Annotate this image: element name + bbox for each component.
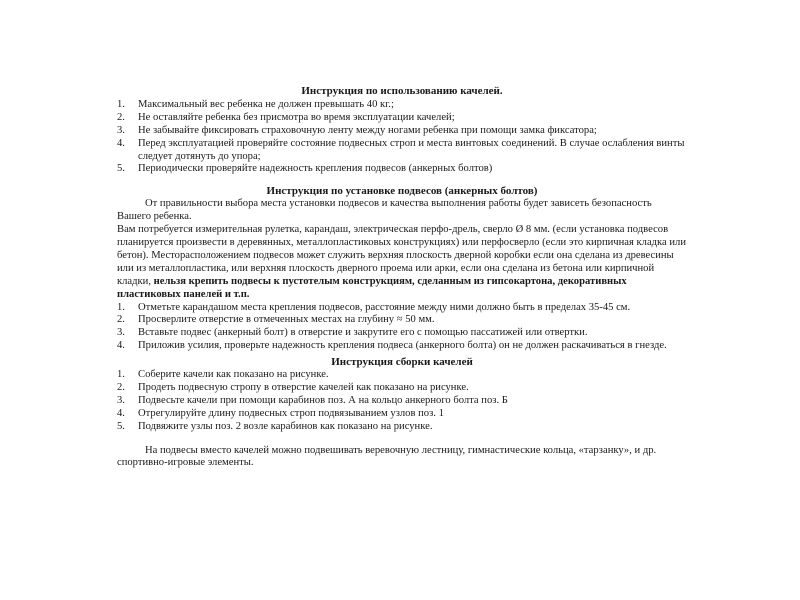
list-item <box>117 369 687 382</box>
list-item-text: Не оставляйте ребенка без присмотра во время эксплуатации качелей; <box>138 111 455 123</box>
assembly-list <box>117 369 687 434</box>
list-item-text: Просверлите отверстие в отмеченных местах на глубину ≈ 50 мм. <box>138 314 435 326</box>
installation-intro: От правильности выбора места установки подвесов и качества выполнения работы будет зависеть безопасность Вашего ребенка. <box>117 198 652 223</box>
list-item-text: Продеть подвесную стропу в отверстие качелей как показано на рисунке. <box>138 381 469 393</box>
list-item-text: Подвесьте качели при помощи карабинов поз. А на кольцо анкерного болта поз. Б <box>138 394 508 406</box>
list-item-text: Периодически проверяйте надежность крепления подвесов (анкерных болтов) <box>138 163 493 175</box>
list-item-number: 5. <box>117 163 125 175</box>
list-item <box>117 382 687 395</box>
list-item <box>117 99 687 112</box>
installation-warning: нельзя крепить подвесы к пустотелым конструкциям, сделанным из гипсокартона, декоративных пластиковых панелей и т.п. <box>117 275 627 300</box>
list-item-number: 1. <box>117 301 125 313</box>
list-item-number: 4. <box>117 340 125 352</box>
list-item-number: 3. <box>117 394 125 406</box>
list-item-text: Отметьте карандашом места крепления подвесов, расстояние между ними должно быть в пределах 35-45 см. <box>138 301 631 313</box>
list-item <box>117 112 687 125</box>
instruction-document <box>117 85 687 470</box>
usage-list <box>117 99 687 176</box>
installation-body <box>117 224 687 301</box>
list-item <box>117 327 687 340</box>
list-item-number: 3. <box>117 327 125 339</box>
list-item-text: Подвяжите узлы поз. 2 возле карабинов как показано на рисунке. <box>138 420 433 432</box>
list-item <box>117 302 687 315</box>
installation-body-text: Вам потребуется измерительная рулетка, карандаш, электрическая перфо-дрель, сверло Ø 8 мм. (если установка подвесов планируется произвести в деревянных, металлопластиковых конструкциях) или перфосверло (если это кирпичная кладка или бетон). Месторасположением подвесов может служить верхняя плоскость дверной коробки если она сделана из древесины или из металлопластика, или верхняя плоскость дверного проема или арки, если она сделана из бетона или кирпичной кладки, <box>117 224 687 287</box>
list-item-number: 1. <box>117 369 125 381</box>
list-item <box>117 340 687 353</box>
installation-heading: Инструкция по установке подвесов (анкерных болтов) <box>266 185 538 198</box>
list-item <box>117 138 687 164</box>
list-item-number: 2. <box>117 314 125 326</box>
list-item-text: Отрегулируйте длину подвесных строп подвязыванием узлов поз. 1 <box>138 407 444 419</box>
list-item <box>117 163 687 176</box>
list-item <box>117 395 687 408</box>
list-item-number: 5. <box>117 420 125 432</box>
list-item-text: Не забывайте фиксировать страховочную ленту между ногами ребенка при помощи замка фиксатора; <box>138 124 597 136</box>
list-item-text: Приложив усилия, проверьте надежность крепления подвеса (анкерного болта) он не должен раскачиваться в гнезде. <box>138 340 667 352</box>
list-item-number: 4. <box>117 137 125 149</box>
list-item-number: 4. <box>117 407 125 419</box>
list-item-number: 2. <box>117 111 125 123</box>
usage-heading: Инструкция по использованию качелей. <box>301 85 503 97</box>
list-item-text: Максимальный вес ребенка не должен превышать 40 кг.; <box>138 98 394 110</box>
list-item <box>117 421 687 434</box>
list-item-text: Вставьте подвес (анкерный болт) в отверстие и закрутите его с помощью пассатижей или отвертки. <box>138 327 588 339</box>
list-item-text: Соберите качели как показано на рисунке. <box>138 369 329 381</box>
assembly-heading: Инструкция сборки качелей <box>331 356 473 369</box>
list-item <box>117 408 687 421</box>
list-item <box>117 314 687 327</box>
list-item <box>117 125 687 138</box>
list-item-number: 3. <box>117 124 125 136</box>
list-item-number: 1. <box>117 98 125 110</box>
installation-list <box>117 302 687 354</box>
list-item-number: 2. <box>117 381 125 393</box>
list-item-text: Перед эксплуатацией проверяйте состояние подвесных строп и места винтовых соединений. В случае ослабления винты следует дотянуть до упора; <box>138 137 685 162</box>
closing-paragraph: На подвесы вместо качелей можно подвешивать веревочную лестницу, гимнастические кольца, «тарзанку», и др. спортивно-игровые элементы. <box>117 444 657 469</box>
